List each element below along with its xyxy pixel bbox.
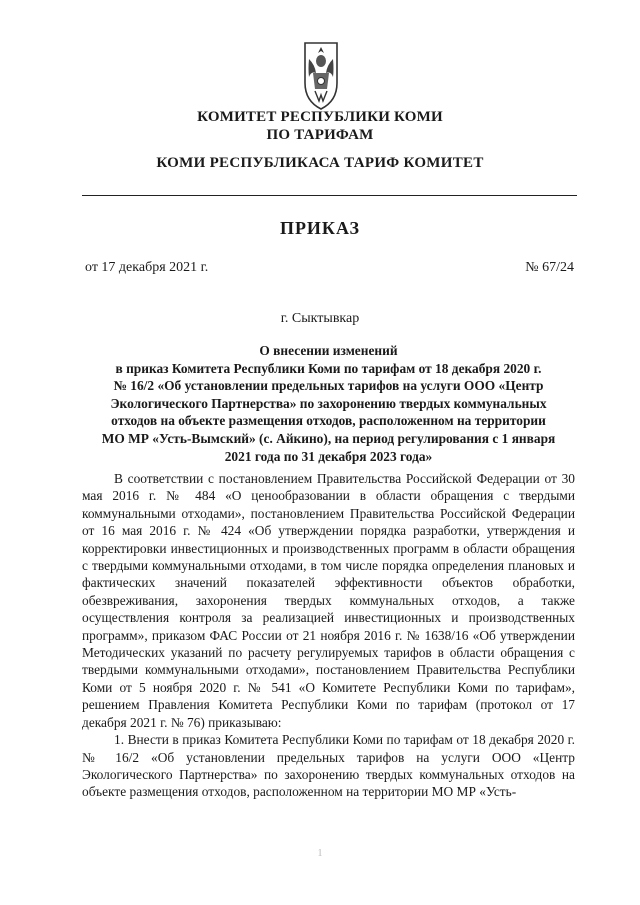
subject-line: 2021 года по 31 декабря 2023 года»: [224, 448, 433, 464]
subject-line: МО МР «Усть-Вымский» (с. Айкино), на период регулирования с 1 января: [101, 430, 556, 446]
header-divider: [82, 195, 577, 196]
subject-line: О внесении изменений: [259, 343, 398, 358]
subject-line: Экологического Партнерства» по захоронению твердых коммунальных: [110, 395, 547, 411]
document-number: № 67/24: [525, 260, 574, 275]
organization-name-komi: КОМИ РЕСПУБЛИКАСА ТАРИФ КОМИТЕТ: [156, 155, 484, 171]
document-date: от 17 декабря 2021 г.: [85, 260, 209, 275]
body-paragraph-item-1: 1. Внести в приказ Комитета Республики Коми по тарифам от 18 декабря 2020 г. № 16/2 «Об установлении предельных тарифов на услуги ООО «Центр Экологического Партнерства» по захоронению твердых коммунальных отходов на объекте размещения отходов, расположенном на территории МО МР «Усть-: [82, 732, 575, 800]
document-subject: [82, 342, 575, 465]
subject-line: отходов на объекте размещения отходов, расположенном на территории: [111, 413, 546, 429]
organization-line-2: ПО ТАРИФАМ: [266, 127, 374, 143]
subject-line: в приказ Комитета Республики Коми по тарифам от 18 декабря 2020 г.: [115, 360, 542, 376]
coat-of-arms-icon: [301, 39, 341, 111]
organization-line-1: КОМИТЕТ РЕСПУБЛИКИ КОМИ: [197, 109, 443, 125]
body-paragraph-preamble: В соответствии с постановлением Правительства Российской Федерации от 30 мая 2016 г. № 484 «О ценообразовании в области обращения с твердыми коммунальными отходами», постановлением Правительства Российской Федерации от 16 мая 2016 г. № 424 «Об утверждении порядка разработки, утверждения и корректировки инвестиционных и производственных программ в области обращения с твердыми коммунальными отходами, в том числе порядка определения плановых и фактических значений показателей эффективности объектов обработки, обезвреживания, захоронения твердых коммунальных отходов, а также осуществления контроля за реализацией инвестиционных и производственных программ», приказом ФАС России от 21 ноября 2016 г. № 1638/16 «Об утверждении Методических указаний по расчету регулируемых тарифов в области обращения с твердыми коммунальными отходами», постановлением Правительства Республики Коми от 5 ноября 2020 г. № 541 «О Комитете Республики Коми по тарифам», решением Правления Комитета Республики Коми по тарифам (протокол от 17 декабря 2021 г. № 76) приказываю:: [82, 471, 575, 730]
document-title: ПРИКАЗ: [279, 218, 361, 238]
subject-line: № 16/2 «Об установлении предельных тарифов на услуги ООО «Центр: [113, 378, 544, 394]
page-mark: 1: [317, 848, 323, 859]
document-body: [82, 470, 575, 801]
document-city: г. Сыктывкар: [280, 311, 360, 326]
organization-name: [0, 108, 640, 144]
